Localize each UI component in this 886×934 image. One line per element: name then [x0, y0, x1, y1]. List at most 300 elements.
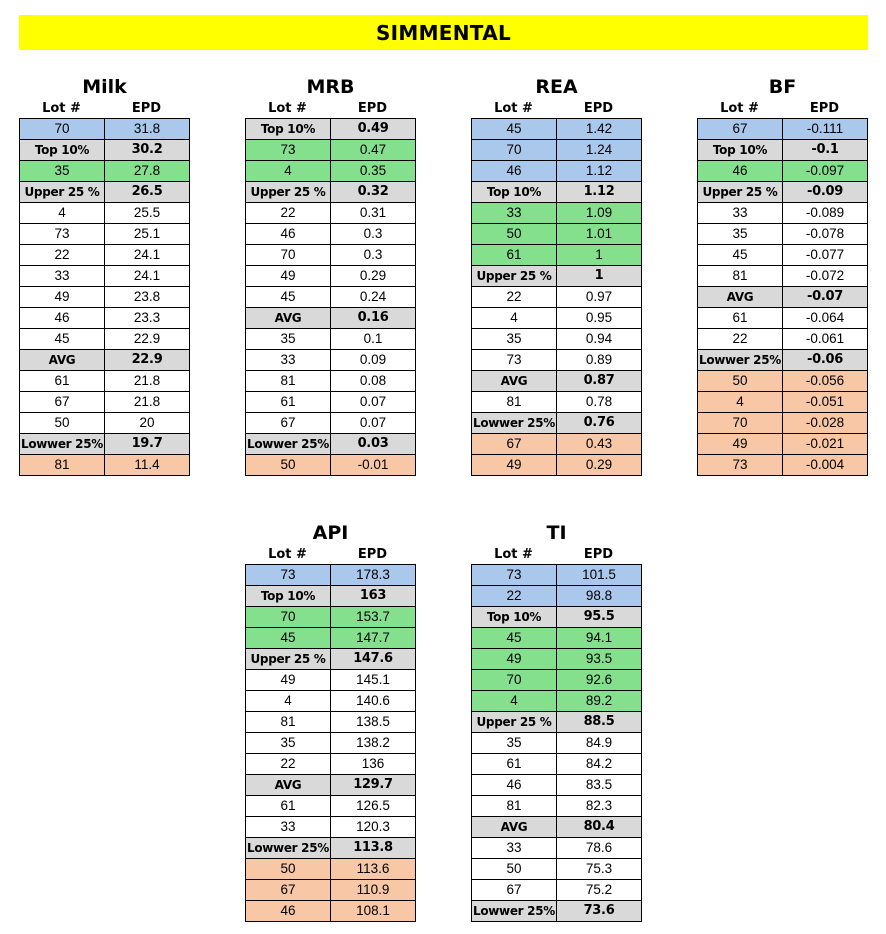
epd-cell[interactable]: 1: [557, 245, 642, 266]
table-row: [698, 329, 868, 350]
epd-cell[interactable]: 75.3: [557, 859, 642, 880]
epd-cell[interactable]: -0.028: [783, 413, 868, 434]
lot-cell[interactable]: 73: [20, 224, 105, 245]
lot-cell[interactable]: 70: [472, 140, 557, 161]
epd-cell[interactable]: 147.6: [331, 649, 416, 670]
lot-cell[interactable]: 67: [472, 880, 557, 901]
lot-cell[interactable]: Lowwer 25%: [472, 901, 557, 922]
lot-cell[interactable]: 70: [472, 670, 557, 691]
epd-cell[interactable]: 1.09: [557, 203, 642, 224]
epd-cell[interactable]: -0.111: [783, 119, 868, 140]
table-row: [246, 245, 416, 266]
epd-cell[interactable]: 153.7: [331, 607, 416, 628]
lot-cell[interactable]: Top 10%: [246, 586, 331, 607]
lot-cell[interactable]: Lowwer 25%: [246, 434, 331, 455]
table-row: [20, 371, 190, 392]
epd-cell[interactable]: 1.01: [557, 224, 642, 245]
lot-cell[interactable]: 81: [472, 392, 557, 413]
epd-cell[interactable]: 0.49: [331, 119, 416, 140]
epd-cell[interactable]: 27.8: [105, 161, 190, 182]
column-header-epd: EPD: [809, 101, 840, 116]
column-headers: [697, 100, 868, 118]
stat-row: [246, 182, 416, 203]
epd-cell[interactable]: 0.94: [557, 329, 642, 350]
lot-cell[interactable]: 33: [246, 817, 331, 838]
lot-cell[interactable]: 33: [472, 838, 557, 859]
lot-cell[interactable]: 50: [246, 859, 331, 880]
table-row: [246, 712, 416, 733]
table-row: [472, 628, 642, 649]
lot-cell[interactable]: 45: [246, 287, 331, 308]
table-row: [698, 119, 868, 140]
epd-cell[interactable]: -0.004: [783, 455, 868, 476]
table-row: [472, 350, 642, 371]
lot-cell[interactable]: 46: [246, 224, 331, 245]
lot-cell[interactable]: 70: [20, 119, 105, 140]
epd-cell[interactable]: 21.8: [105, 371, 190, 392]
lot-cell[interactable]: 46: [20, 308, 105, 329]
lot-cell[interactable]: 50: [246, 455, 331, 476]
epd-cell[interactable]: 0.87: [557, 371, 642, 392]
stat-row: [472, 607, 642, 628]
lot-cell[interactable]: 67: [472, 434, 557, 455]
epd-cell[interactable]: 31.8: [105, 119, 190, 140]
epd-cell[interactable]: 92.6: [557, 670, 642, 691]
column-header-epd: EPD: [357, 101, 388, 116]
table-row: [246, 287, 416, 308]
lot-cell[interactable]: 73: [246, 140, 331, 161]
table-row: [20, 119, 190, 140]
epd-cell[interactable]: 145.1: [331, 670, 416, 691]
epd-cell[interactable]: 26.5: [105, 182, 190, 203]
lot-cell[interactable]: 49: [472, 649, 557, 670]
table-row: [246, 224, 416, 245]
epd-cell[interactable]: 0.08: [331, 371, 416, 392]
table-row: [246, 901, 416, 922]
table-row: [246, 203, 416, 224]
stat-row: [20, 434, 190, 455]
epd-cell[interactable]: 110.9: [331, 880, 416, 901]
lot-cell[interactable]: 22: [246, 754, 331, 775]
column-headers: [471, 546, 642, 564]
stat-row: [698, 350, 868, 371]
column-header-epd: EPD: [583, 547, 614, 562]
epd-cell[interactable]: 22.9: [105, 350, 190, 371]
lot-cell[interactable]: 4: [472, 308, 557, 329]
lot-cell[interactable]: 4: [246, 161, 331, 182]
table-row: [20, 224, 190, 245]
epd-cell[interactable]: 23.3: [105, 308, 190, 329]
epd-cell[interactable]: 138.2: [331, 733, 416, 754]
table-block-milk: [19, 74, 190, 476]
table-row: [698, 224, 868, 245]
epd-cell[interactable]: 147.7: [331, 628, 416, 649]
column-header-epd: EPD: [583, 101, 614, 116]
lot-cell[interactable]: Top 10%: [472, 182, 557, 203]
lot-cell[interactable]: 61: [472, 754, 557, 775]
epd-cell[interactable]: 1.12: [557, 161, 642, 182]
lot-cell[interactable]: 61: [246, 796, 331, 817]
epd-cell[interactable]: 88.5: [557, 712, 642, 733]
column-headers: [245, 546, 416, 564]
lot-cell[interactable]: 70: [246, 607, 331, 628]
epd-cell[interactable]: -0.061: [783, 329, 868, 350]
stat-row: [472, 817, 642, 838]
epd-cell[interactable]: 101.5: [557, 565, 642, 586]
lot-cell[interactable]: AVG: [246, 308, 331, 329]
epd-cell[interactable]: 0.3: [331, 224, 416, 245]
epd-cell[interactable]: 84.9: [557, 733, 642, 754]
lot-cell[interactable]: 61: [698, 308, 783, 329]
epd-cell[interactable]: -0.089: [783, 203, 868, 224]
lot-cell[interactable]: 81: [698, 266, 783, 287]
table-row: [472, 796, 642, 817]
lot-cell[interactable]: 45: [698, 245, 783, 266]
table-row: [698, 203, 868, 224]
lot-cell[interactable]: 22: [472, 586, 557, 607]
epd-cell[interactable]: 93.5: [557, 649, 642, 670]
table-title: Milk: [82, 76, 127, 98]
epd-cell[interactable]: -0.051: [783, 392, 868, 413]
lot-cell[interactable]: AVG: [698, 287, 783, 308]
lot-cell[interactable]: 45: [246, 628, 331, 649]
table-row: [246, 565, 416, 586]
lot-cell[interactable]: 73: [698, 455, 783, 476]
stat-row: [20, 182, 190, 203]
epd-cell[interactable]: -0.09: [783, 182, 868, 203]
lot-cell[interactable]: 33: [698, 203, 783, 224]
epd-cell[interactable]: 0.24: [331, 287, 416, 308]
lot-cell[interactable]: 61: [20, 371, 105, 392]
lot-cell[interactable]: 49: [246, 670, 331, 691]
lot-cell[interactable]: Upper 25 %: [472, 712, 557, 733]
epd-cell[interactable]: 1.24: [557, 140, 642, 161]
table-row: [472, 880, 642, 901]
lot-cell[interactable]: 4: [246, 691, 331, 712]
epd-cell[interactable]: 78.6: [557, 838, 642, 859]
lot-cell[interactable]: 35: [246, 733, 331, 754]
table-row: [246, 266, 416, 287]
epd-cell[interactable]: 0.3: [331, 245, 416, 266]
stat-row: [472, 413, 642, 434]
table-row: [472, 245, 642, 266]
epd-cell[interactable]: 0.78: [557, 392, 642, 413]
lot-cell[interactable]: 61: [246, 392, 331, 413]
lot-cell[interactable]: 49: [246, 266, 331, 287]
lot-cell[interactable]: 49: [472, 455, 557, 476]
column-headers: [471, 100, 642, 118]
lot-cell[interactable]: 73: [472, 565, 557, 586]
epd-cell[interactable]: 0.1: [331, 329, 416, 350]
epd-cell[interactable]: 1: [557, 266, 642, 287]
epd-cell[interactable]: 84.2: [557, 754, 642, 775]
table-row: [246, 691, 416, 712]
lot-cell[interactable]: AVG: [472, 817, 557, 838]
stat-row: [472, 712, 642, 733]
table-row: [246, 754, 416, 775]
epd-cell[interactable]: 89.2: [557, 691, 642, 712]
epd-cell[interactable]: 140.6: [331, 691, 416, 712]
epd-cell[interactable]: 113.8: [331, 838, 416, 859]
lot-cell[interactable]: 81: [246, 712, 331, 733]
table-row: [246, 371, 416, 392]
lot-cell[interactable]: 81: [20, 455, 105, 476]
epd-table: [471, 564, 642, 922]
lot-cell[interactable]: 81: [472, 796, 557, 817]
table-row: [20, 203, 190, 224]
table-row: [472, 733, 642, 754]
epd-cell[interactable]: 22.9: [105, 329, 190, 350]
epd-cell[interactable]: 75.2: [557, 880, 642, 901]
lot-cell[interactable]: 4: [20, 203, 105, 224]
table-row: [698, 455, 868, 476]
epd-cell[interactable]: 113.6: [331, 859, 416, 880]
table-row: [698, 392, 868, 413]
table-row: [20, 392, 190, 413]
stat-row: [472, 901, 642, 922]
table-row: [472, 775, 642, 796]
table-row: [472, 649, 642, 670]
table-block-rea: [471, 74, 642, 476]
epd-cell[interactable]: 19.7: [105, 434, 190, 455]
lot-cell[interactable]: 73: [472, 350, 557, 371]
lot-cell[interactable]: Top 10%: [472, 607, 557, 628]
lot-cell[interactable]: 46: [698, 161, 783, 182]
lot-cell[interactable]: Upper 25 %: [246, 649, 331, 670]
lot-cell[interactable]: 50: [20, 413, 105, 434]
lot-cell[interactable]: 22: [472, 287, 557, 308]
table-row: [472, 670, 642, 691]
epd-cell[interactable]: -0.097: [783, 161, 868, 182]
epd-cell[interactable]: 0.76: [557, 413, 642, 434]
epd-cell[interactable]: 82.3: [557, 796, 642, 817]
lot-cell[interactable]: 33: [472, 203, 557, 224]
title-banner: [19, 15, 868, 50]
table-row: [246, 670, 416, 691]
lot-cell[interactable]: 22: [698, 329, 783, 350]
epd-cell[interactable]: 98.8: [557, 586, 642, 607]
lot-cell[interactable]: 50: [472, 859, 557, 880]
table-row: [246, 628, 416, 649]
page-title: SIMMENTAL: [375, 20, 512, 45]
table-row: [20, 266, 190, 287]
table-title: TI: [546, 522, 567, 544]
table-block-ti: [471, 520, 642, 922]
epd-cell[interactable]: 1.42: [557, 119, 642, 140]
epd-cell[interactable]: 0.16: [331, 308, 416, 329]
lot-cell[interactable]: 33: [246, 350, 331, 371]
lot-cell[interactable]: Lowwer 25%: [472, 413, 557, 434]
epd-cell[interactable]: 25.5: [105, 203, 190, 224]
lot-cell[interactable]: AVG: [20, 350, 105, 371]
lot-cell[interactable]: 49: [20, 287, 105, 308]
epd-cell[interactable]: -0.056: [783, 371, 868, 392]
lot-cell[interactable]: 73: [246, 565, 331, 586]
table-row: [698, 245, 868, 266]
epd-cell[interactable]: 30.2: [105, 140, 190, 161]
lot-cell[interactable]: Top 10%: [20, 140, 105, 161]
table-row: [20, 455, 190, 476]
table-block-api: [245, 520, 416, 922]
table-row: [246, 796, 416, 817]
epd-cell[interactable]: 163: [331, 586, 416, 607]
column-header-epd: EPD: [357, 547, 388, 562]
epd-cell[interactable]: -0.077: [783, 245, 868, 266]
lot-cell[interactable]: 67: [246, 880, 331, 901]
epd-cell[interactable]: 20: [105, 413, 190, 434]
epd-cell[interactable]: 138.5: [331, 712, 416, 733]
table-row: [246, 733, 416, 754]
table-title: REA: [535, 76, 578, 98]
lot-cell[interactable]: 49: [698, 434, 783, 455]
lot-cell[interactable]: Top 10%: [246, 119, 331, 140]
epd-cell[interactable]: 23.8: [105, 287, 190, 308]
lot-cell[interactable]: 35: [698, 224, 783, 245]
lot-cell[interactable]: 70: [246, 245, 331, 266]
table-block-mrb: [245, 74, 416, 476]
table-row: [472, 434, 642, 455]
lot-cell[interactable]: 4: [472, 691, 557, 712]
epd-cell[interactable]: 94.1: [557, 628, 642, 649]
lot-cell[interactable]: 4: [698, 392, 783, 413]
epd-cell[interactable]: 21.8: [105, 392, 190, 413]
stat-row: [246, 649, 416, 670]
lot-cell[interactable]: 35: [20, 161, 105, 182]
table-row: [20, 413, 190, 434]
column-header-lot: Lot #: [494, 101, 533, 116]
lot-cell[interactable]: 35: [246, 329, 331, 350]
column-header-lot: Lot #: [268, 547, 307, 562]
lot-cell[interactable]: Lowwer 25%: [698, 350, 783, 371]
epd-cell[interactable]: 0.07: [331, 392, 416, 413]
epd-cell[interactable]: 80.4: [557, 817, 642, 838]
column-header-lot: Lot #: [494, 547, 533, 562]
epd-cell[interactable]: -0.07: [783, 287, 868, 308]
epd-cell[interactable]: 0.29: [557, 455, 642, 476]
stat-row: [20, 350, 190, 371]
table-row: [20, 308, 190, 329]
epd-cell[interactable]: 25.1: [105, 224, 190, 245]
epd-cell[interactable]: -0.01: [331, 455, 416, 476]
table-row: [246, 140, 416, 161]
table-row: [472, 838, 642, 859]
epd-cell[interactable]: 178.3: [331, 565, 416, 586]
lot-cell[interactable]: 35: [472, 329, 557, 350]
epd-table: [697, 118, 868, 476]
epd-cell[interactable]: 108.1: [331, 901, 416, 922]
lot-cell[interactable]: 22: [20, 245, 105, 266]
table-row: [698, 413, 868, 434]
epd-cell[interactable]: 0.32: [331, 182, 416, 203]
lot-cell[interactable]: Upper 25 %: [698, 182, 783, 203]
lot-cell[interactable]: Upper 25 %: [20, 182, 105, 203]
column-header-epd: EPD: [131, 101, 162, 116]
epd-cell[interactable]: 0.35: [331, 161, 416, 182]
epd-cell[interactable]: 0.03: [331, 434, 416, 455]
epd-cell[interactable]: 0.95: [557, 308, 642, 329]
epd-cell[interactable]: 24.1: [105, 266, 190, 287]
epd-cell[interactable]: -0.06: [783, 350, 868, 371]
stat-row: [698, 287, 868, 308]
epd-cell[interactable]: 95.5: [557, 607, 642, 628]
table-row: [472, 691, 642, 712]
table-row: [698, 161, 868, 182]
lot-cell[interactable]: 67: [246, 413, 331, 434]
column-headers: [19, 100, 190, 118]
epd-table: [245, 118, 416, 476]
lot-cell[interactable]: 67: [20, 392, 105, 413]
lot-cell[interactable]: 22: [246, 203, 331, 224]
table-row: [20, 287, 190, 308]
lot-cell[interactable]: 50: [698, 371, 783, 392]
table-row: [472, 392, 642, 413]
lot-cell[interactable]: Upper 25 %: [472, 266, 557, 287]
epd-cell[interactable]: 0.29: [331, 266, 416, 287]
lot-cell[interactable]: 46: [472, 775, 557, 796]
stat-row: [246, 775, 416, 796]
table-row: [20, 245, 190, 266]
epd-cell[interactable]: 0.47: [331, 140, 416, 161]
lot-cell[interactable]: 33: [20, 266, 105, 287]
epd-cell[interactable]: -0.072: [783, 266, 868, 287]
epd-cell[interactable]: 1.12: [557, 182, 642, 203]
lot-cell[interactable]: 50: [472, 224, 557, 245]
epd-cell[interactable]: 0.31: [331, 203, 416, 224]
stat-row: [20, 140, 190, 161]
lot-cell[interactable]: 45: [472, 628, 557, 649]
lot-cell[interactable]: 67: [698, 119, 783, 140]
epd-cell[interactable]: 83.5: [557, 775, 642, 796]
epd-cell[interactable]: 0.43: [557, 434, 642, 455]
lot-cell[interactable]: 61: [472, 245, 557, 266]
lot-cell[interactable]: Lowwer 25%: [246, 838, 331, 859]
epd-cell[interactable]: -0.064: [783, 308, 868, 329]
epd-cell[interactable]: 0.07: [331, 413, 416, 434]
stat-row: [246, 586, 416, 607]
lot-cell[interactable]: 45: [20, 329, 105, 350]
epd-cell[interactable]: 24.1: [105, 245, 190, 266]
lot-cell[interactable]: 81: [246, 371, 331, 392]
lot-cell[interactable]: AVG: [472, 371, 557, 392]
lot-cell[interactable]: Upper 25 %: [246, 182, 331, 203]
table-row: [472, 329, 642, 350]
epd-cell[interactable]: 0.09: [331, 350, 416, 371]
epd-cell[interactable]: 0.89: [557, 350, 642, 371]
epd-cell[interactable]: -0.021: [783, 434, 868, 455]
stat-row: [472, 371, 642, 392]
epd-cell[interactable]: -0.078: [783, 224, 868, 245]
lot-cell[interactable]: 46: [472, 161, 557, 182]
epd-cell[interactable]: -0.1: [783, 140, 868, 161]
epd-cell[interactable]: 120.3: [331, 817, 416, 838]
lot-cell[interactable]: 35: [472, 733, 557, 754]
epd-cell[interactable]: 129.7: [331, 775, 416, 796]
lot-cell[interactable]: 70: [698, 413, 783, 434]
table-row: [472, 161, 642, 182]
epd-cell[interactable]: 11.4: [105, 455, 190, 476]
lot-cell[interactable]: 45: [472, 119, 557, 140]
column-header-lot: Lot #: [42, 101, 81, 116]
epd-cell[interactable]: 0.97: [557, 287, 642, 308]
table-row: [246, 455, 416, 476]
lot-cell[interactable]: Top 10%: [698, 140, 783, 161]
epd-cell[interactable]: 136: [331, 754, 416, 775]
lot-cell[interactable]: Lowwer 25%: [20, 434, 105, 455]
epd-cell[interactable]: 126.5: [331, 796, 416, 817]
lot-cell[interactable]: AVG: [246, 775, 331, 796]
epd-cell[interactable]: 73.6: [557, 901, 642, 922]
lot-cell[interactable]: 46: [246, 901, 331, 922]
